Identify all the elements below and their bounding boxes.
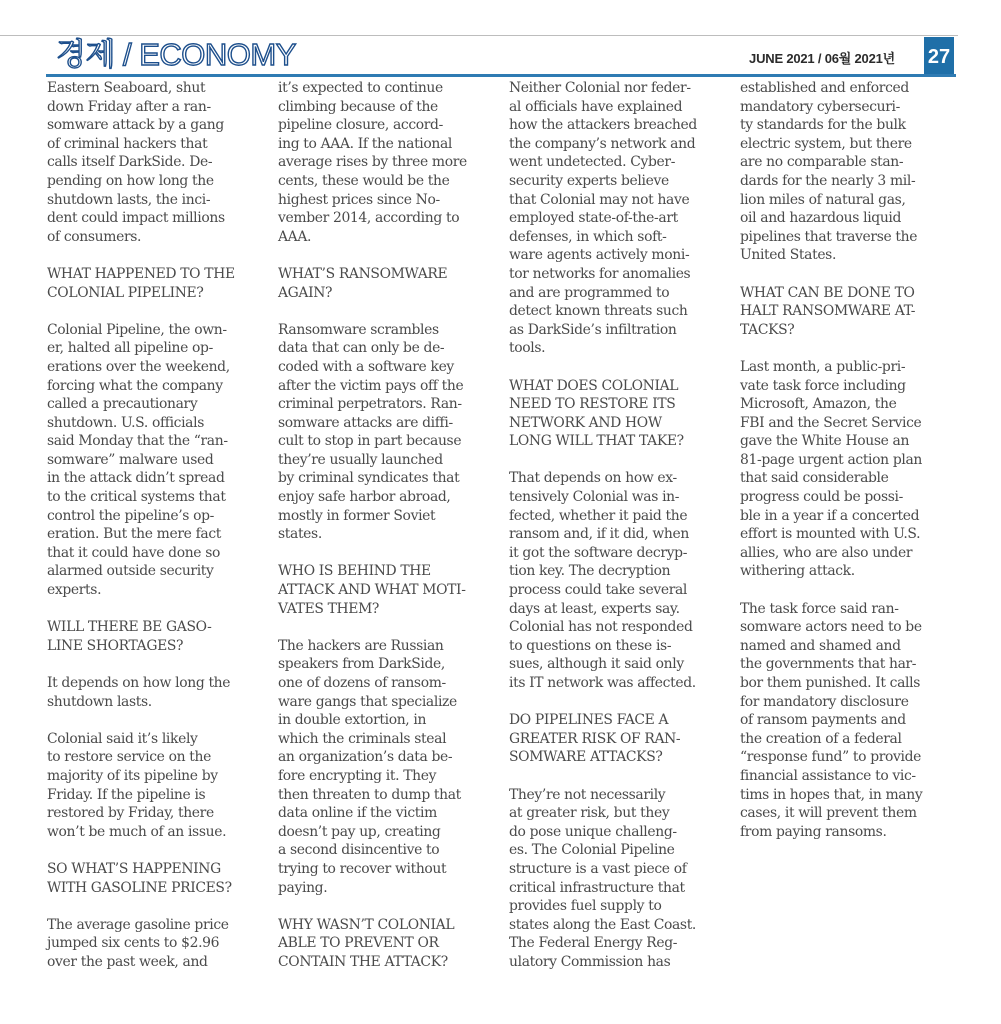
text-line: NEED TO RESTORE ITS <box>509 396 676 413</box>
text-line: SOMWARE ATTACKS? <box>509 749 663 766</box>
text-line: fected, whether it paid the <box>509 507 688 524</box>
text-line: The hackers are Russian <box>278 637 444 654</box>
article-paragraph <box>509 469 731 692</box>
article-paragraph <box>47 79 269 246</box>
text-line: financial assistance to vic- <box>740 767 916 784</box>
article-subheading <box>278 562 500 618</box>
text-line: as DarkSide’s infiltration <box>509 321 677 338</box>
text-line: they’re usually launched <box>278 451 443 468</box>
text-line: shutdown lasts. <box>47 693 152 710</box>
text-line: The Federal Energy Reg- <box>509 935 678 952</box>
text-line: the governments that har- <box>740 656 917 673</box>
text-line: states. <box>278 526 322 543</box>
text-line: speakers from DarkSide, <box>278 656 445 673</box>
text-line: Neither Colonial nor feder- <box>509 80 691 96</box>
text-line: WHAT HAPPENED TO THE <box>47 265 235 282</box>
text-line: days at least, experts say. <box>509 600 680 617</box>
text-line: detect known threats such <box>509 303 688 320</box>
article-column-1 <box>47 79 269 990</box>
text-line: critical infrastructure that <box>509 879 685 896</box>
text-line: down Friday after a ran- <box>47 98 211 115</box>
text-line: ware gangs that specialize <box>278 693 457 710</box>
article-paragraph <box>47 916 269 972</box>
text-line: forcing what the company <box>47 377 223 394</box>
text-line: control the pipeline’s op- <box>47 507 215 524</box>
text-line: HALT RANSOMWARE AT- <box>740 303 916 320</box>
issue-date: JUNE 2021 / 06월 2021년 <box>749 51 895 66</box>
text-line: then threaten to dump that <box>278 786 461 803</box>
text-line: coded with a software key <box>278 358 454 375</box>
text-line: somware actors need to be <box>740 619 922 636</box>
text-line: process could take several <box>509 582 688 599</box>
text-line: Colonial has not responded <box>509 619 693 636</box>
text-line: mostly in former Soviet <box>278 507 436 524</box>
text-line: that it could have done so <box>47 544 221 561</box>
text-line: Last month, a public-pri- <box>740 358 906 375</box>
text-line: cult to stop in part because <box>278 433 462 450</box>
text-line: paying. <box>278 879 328 896</box>
text-line: an organization’s data be- <box>278 749 453 766</box>
text-line: COLONIAL PIPELINE? <box>47 284 204 301</box>
text-line: withering attack. <box>740 563 855 580</box>
text-line: and are programmed to <box>509 284 670 301</box>
text-line: majority of its pipeline by <box>47 767 218 784</box>
article-column-3 <box>509 79 731 990</box>
text-line: went undetected. Cyber- <box>509 154 676 171</box>
text-line: it’s expected to continue <box>278 80 443 96</box>
text-line: average rises by three more <box>278 154 467 171</box>
text-line: DO PIPELINES FACE A <box>509 712 669 729</box>
text-line: provides fuel supply to <box>509 898 662 915</box>
text-line: to restore service on the <box>47 749 211 766</box>
article-subheading <box>47 265 269 302</box>
text-line: AGAIN? <box>278 284 333 301</box>
text-line: dent could impact millions <box>47 210 225 227</box>
text-line: WHAT DOES COLONIAL <box>509 377 679 394</box>
text-line: a second disincentive to <box>278 842 440 859</box>
text-line: called a precautionary <box>47 396 198 413</box>
article-subheading <box>47 618 269 655</box>
text-line: effort is mounted with U.S. <box>740 526 921 543</box>
text-line: enjoy safe harbor abroad, <box>278 489 451 506</box>
article-paragraph <box>47 730 269 842</box>
article-paragraph <box>740 79 962 265</box>
text-line: tensively Colonial was in- <box>509 489 680 506</box>
text-line: the company’s network and <box>509 135 696 152</box>
text-line: progress could be possi- <box>740 489 903 506</box>
text-line: They’re not necessarily <box>509 786 666 803</box>
text-line: climbing because of the <box>278 98 438 115</box>
text-line: structure is a vast piece of <box>509 860 687 877</box>
text-line: The average gasoline price <box>47 916 229 933</box>
text-line: at greater risk, but they <box>509 805 670 822</box>
article-subheading <box>509 377 731 451</box>
text-line: Eastern Seaboard, shut <box>47 80 206 96</box>
text-line: FBI and the Secret Service <box>740 414 922 431</box>
text-line: somware” malware used <box>47 451 214 468</box>
text-line: to the critical systems that <box>47 489 226 506</box>
text-line: data online if the victim <box>278 805 437 822</box>
text-line: shutdown lasts, the inci- <box>47 191 211 208</box>
text-line: al officials have explained <box>509 98 683 115</box>
text-line: pipeline closure, accord- <box>278 117 443 134</box>
text-line: its IT network was affected. <box>509 675 696 691</box>
text-line: somware attack by a gang <box>47 117 224 134</box>
text-line: data that can only be de- <box>278 340 445 357</box>
text-line: defenses, in which soft- <box>509 228 667 245</box>
article-subheading <box>509 711 731 767</box>
text-line: mandatory cybersecuri- <box>740 98 900 115</box>
text-line: jumped six cents to $2.96 <box>47 935 220 952</box>
text-line: named and shamed and <box>740 637 901 654</box>
text-line: allies, who are also under <box>740 544 913 561</box>
text-line: LINE SHORTAGES? <box>47 637 184 654</box>
text-line: erations over the weekend, <box>47 358 230 375</box>
text-line: “response fund” to provide <box>740 749 922 766</box>
section-title: 경제 / ECONOMY <box>56 37 296 72</box>
text-line: bor them punished. It calls <box>740 675 921 691</box>
text-line: CONTAIN THE ATTACK? <box>278 953 448 970</box>
text-line: ty standards for the bulk <box>740 117 906 134</box>
text-line: experts. <box>47 582 102 599</box>
article-paragraph <box>509 786 731 972</box>
article-column-4 <box>740 79 962 860</box>
text-line: somware attacks are diffi- <box>278 414 453 431</box>
text-line: tims in hopes that, in many <box>740 786 923 803</box>
text-line: er, halted all pipeline op- <box>47 340 213 357</box>
text-line: Microsoft, Amazon, the <box>740 396 897 413</box>
text-line: pending on how long the <box>47 172 214 189</box>
text-line: 81-page urgent action plan <box>740 451 922 468</box>
article-subheading <box>47 860 269 897</box>
text-line: that Colonial may not have <box>509 191 690 208</box>
text-line: The task force said ran- <box>740 600 899 617</box>
text-line: do pose unique challeng- <box>509 823 677 840</box>
text-line: cases, it will prevent them <box>740 805 917 822</box>
page-number: 27 <box>924 37 954 75</box>
text-line: to questions on these is- <box>509 637 672 654</box>
text-line: ransom and, if it did, when <box>509 526 689 543</box>
text-line: tor networks for anomalies <box>509 265 691 282</box>
text-line: calls itself DarkSide. De- <box>47 154 213 171</box>
text-line: Colonial Pipeline, the own- <box>47 321 227 338</box>
text-line: tools. <box>509 340 546 357</box>
article-paragraph <box>47 674 269 711</box>
text-line: ble in a year if a concerted <box>740 507 920 524</box>
text-line: security experts believe <box>509 172 669 189</box>
text-line: restored by Friday, there <box>47 805 214 822</box>
text-line: how the attackers breached <box>509 117 697 134</box>
text-line: shutdown. U.S. officials <box>47 414 204 431</box>
text-line: are no comparable stan- <box>740 154 904 171</box>
text-line: Friday. If the pipeline is <box>47 786 206 803</box>
article-subheading <box>278 265 500 302</box>
text-line: criminal perpetrators. Ran- <box>278 396 462 413</box>
text-line: WHY WASN’T COLONIAL <box>278 916 455 933</box>
text-line: WHO IS BEHIND THE <box>278 563 431 580</box>
text-line: electric system, but there <box>740 135 912 152</box>
text-line: employed state-of-the-art <box>509 210 678 227</box>
article-paragraph <box>740 600 962 842</box>
text-line: es. The Colonial Pipeline <box>509 842 675 859</box>
text-line: over the past week, and <box>47 953 208 970</box>
text-line: one of dozens of ransom- <box>278 675 446 691</box>
text-line: of ransom payments and <box>740 712 906 729</box>
text-line: the creation of a federal <box>740 730 902 747</box>
text-line: Ransomware scrambles <box>278 321 439 338</box>
text-line: trying to recover without <box>278 860 447 877</box>
text-line: dards for the nearly 3 mil- <box>740 172 916 189</box>
text-line: ABLE TO PREVENT OR <box>278 935 439 952</box>
text-line: of consumers. <box>47 228 142 245</box>
text-line: said Monday that the “ran- <box>47 433 228 450</box>
article-column-2 <box>278 79 500 990</box>
text-line: WITH GASOLINE PRICES? <box>47 879 232 896</box>
text-line: ware agents actively moni- <box>509 247 690 264</box>
text-line: eration. But the mere fact <box>47 526 221 543</box>
text-line: which the criminals steal <box>278 730 447 747</box>
header-divider <box>46 74 956 77</box>
text-line: it got the software decryp- <box>509 544 688 561</box>
text-line: of criminal hackers that <box>47 135 208 152</box>
text-line: pipelines that traverse the <box>740 228 918 245</box>
text-line: vate task force including <box>740 377 906 394</box>
text-line: WHAT’S RANSOMWARE <box>278 265 448 282</box>
text-line: won’t be much of an issue. <box>47 823 227 840</box>
text-line: states along the East Coast. <box>509 916 696 933</box>
text-line: WILL THERE BE GASO- <box>47 619 212 636</box>
text-line: oil and hazardous liquid <box>740 210 902 227</box>
text-line: by criminal syndicates that <box>278 470 460 487</box>
text-line: Colonial said it’s likely <box>47 730 198 747</box>
text-line: alarmed outside security <box>47 563 214 580</box>
text-line: gave the White House an <box>740 433 910 450</box>
article-paragraph <box>740 358 962 581</box>
text-line: highest prices since No- <box>278 191 440 208</box>
text-line: That depends on how ex- <box>509 470 677 487</box>
text-line: from paying ransoms. <box>740 823 887 840</box>
text-line: ing to AAA. If the national <box>278 135 453 152</box>
text-line: doesn’t pay up, creating <box>278 823 441 840</box>
text-line: ulatory Commission has <box>509 953 671 970</box>
text-line: vember 2014, according to <box>278 210 460 227</box>
text-line: SO WHAT’S HAPPENING <box>47 860 221 877</box>
article-subheading <box>740 284 962 340</box>
text-line: after the victim pays off the <box>278 377 464 394</box>
text-line: in double extortion, in <box>278 712 427 729</box>
text-line: that said considerable <box>740 470 889 487</box>
text-line: WHAT CAN BE DONE TO <box>740 284 915 301</box>
text-line: in the attack didn’t spread <box>47 470 225 487</box>
text-line: fore encrypting it. They <box>278 767 437 784</box>
text-line: TACKS? <box>740 321 795 338</box>
top-divider <box>0 35 958 36</box>
text-line: AAA. <box>278 228 312 245</box>
text-line: cents, these would be the <box>278 172 450 189</box>
text-line: United States. <box>740 247 837 264</box>
text-line: lion miles of natural gas, <box>740 191 906 208</box>
text-line: GREATER RISK OF RAN- <box>509 730 681 747</box>
text-line: for mandatory disclosure <box>740 693 909 710</box>
article-paragraph <box>509 79 731 358</box>
article-paragraph <box>278 321 500 544</box>
text-line: sues, although it said only <box>509 656 684 673</box>
article-paragraph <box>47 321 269 600</box>
text-line: ATTACK AND WHAT MOTI- <box>278 582 466 599</box>
text-line: established and enforced <box>740 80 909 96</box>
text-line: tion key. The decryption <box>509 563 671 580</box>
text-line: VATES THEM? <box>278 600 380 617</box>
text-line: NETWORK AND HOW <box>509 414 662 431</box>
text-line: LONG WILL THAT TAKE? <box>509 433 684 450</box>
text-line: It depends on how long the <box>47 675 231 691</box>
article-paragraph <box>278 79 500 246</box>
article-subheading <box>278 916 500 972</box>
article-paragraph <box>278 637 500 897</box>
